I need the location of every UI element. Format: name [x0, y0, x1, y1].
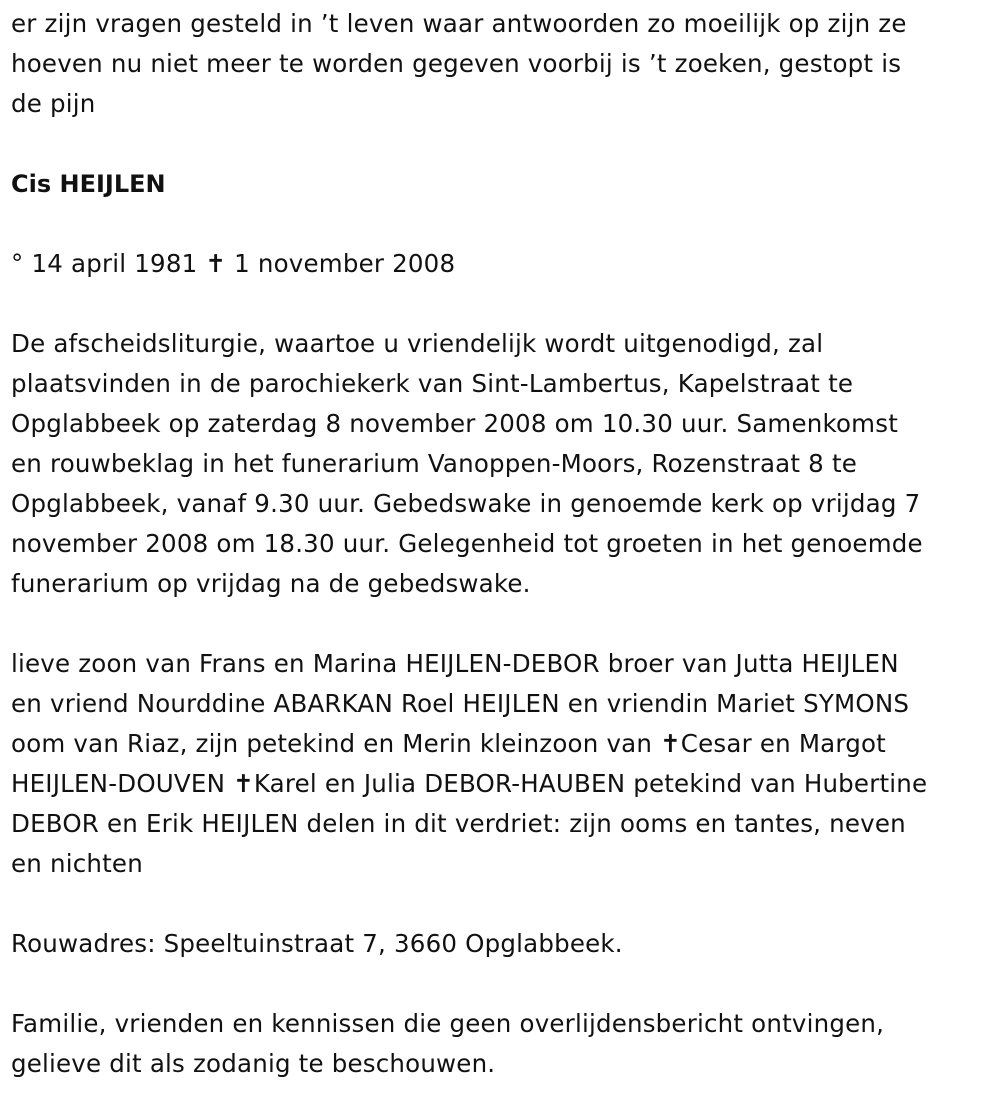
- mourning-address: Rouwadres: Speeltuinstraat 7, 3660 Opglabbeek.: [11, 929, 623, 958]
- life-dates: ° 14 april 1981 ✝ 1 november 2008: [11, 249, 456, 278]
- spacer: [11, 124, 996, 164]
- spacer: [11, 884, 996, 924]
- family-text: lieve zoon van Frans en Marina HEIJLEN-DEBOR broer van Jutta HEIJLEN en vriend Nourddine ABARKAN Roel HEIJLEN en vriendin Mariet SYMONS oom van Riaz, zijn petekind en Merin kleinzoon van ✝Cesar en Margot HEIJLEN-DOUVEN ✝Karel en Julia DEBOR-HAUBEN petekind van Hubertine DEBOR en Erik HEIJLEN delen in dit verdriet: zijn ooms en tantes, neven en nichten: [11, 649, 928, 878]
- deceased-name: Cis HEIJLEN: [11, 170, 166, 198]
- closing-text: Familie, vrienden en kennissen die geen overlijdensbericht ontvingen, gelieve dit als zodanig te beschouwen.: [11, 1009, 885, 1078]
- spacer: [11, 964, 996, 1004]
- liturgy-text: De afscheidsliturgie, waartoe u vriendelijk wordt uitgenodigd, zal plaatsvinden in de parochiekerk van Sint-Lambertus, Kapelstraat te Opglabbeek op zaterdag 8 november 2008 om 10.30 uur. Samenkomst en rouwbeklag in het funerarium Vanoppen-Moors, Rozenstraat 8 te Opglabbeek, vanaf 9.30 uur. Gebedswake in genoemde kerk op vrijdag 7 november 2008 om 18.30 uur. Gelegenheid tot groeten in het genoemde funerarium op vrijdag na de gebedswake.: [11, 329, 923, 598]
- spacer: [11, 284, 996, 324]
- obituary-document: [11, 4, 996, 1084]
- spacer: [11, 204, 996, 244]
- spacer: [11, 604, 996, 644]
- poem-text: er zijn vragen gesteld in ’t leven waar antwoorden zo moeilijk op zijn ze hoeven nu niet meer te worden gegeven voorbij is ’t zoeken, gestopt is de pijn: [11, 9, 907, 118]
